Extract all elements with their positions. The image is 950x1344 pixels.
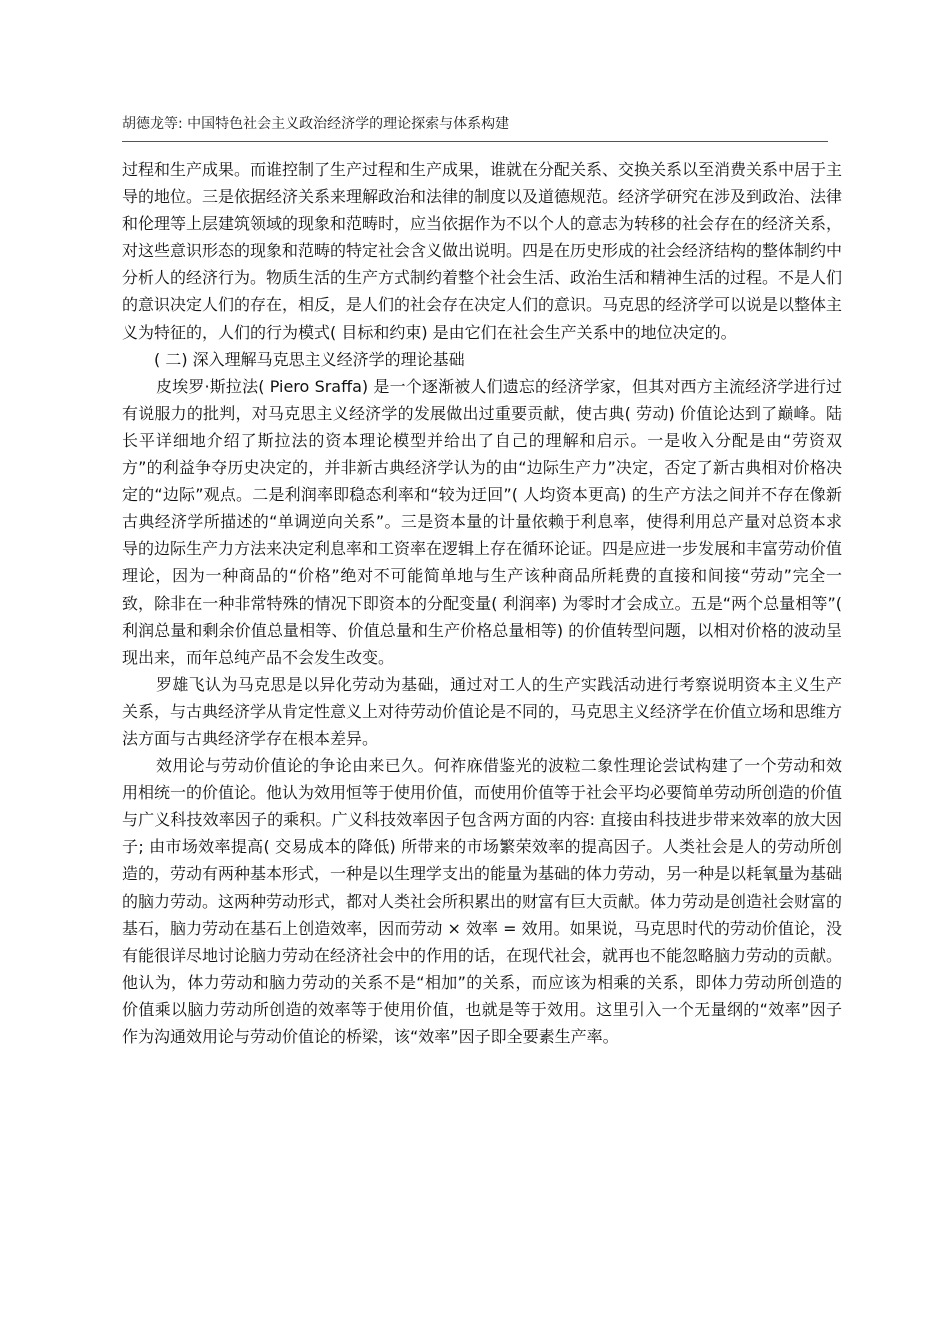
running-header: 胡德龙等: 中国特色社会主义政治经济学的理论探索与体系构建	[122, 116, 510, 132]
section-heading: ( 二) 深入理解马克思主义经济学的理论基础	[154, 349, 465, 369]
article-body	[122, 156, 842, 1050]
paragraph-continued: 过程和生产成果。而谁控制了生产过程和生产成果，谁就在分配关系、交换关系以至消费关系中居于主导的地位。三是依据经济关系来理解政治和法律的制度以及道德规范。经济学研究在涉及到政治、法律和伦理等上层建筑领域的现象和范畴时，应当依据作为不以个人的意志为转移的社会存在的经济关系，对这些意识形态的现象和范畴的特定社会含义做出说明。四是在历史形成的社会经济结构的整体制约中分析人的经济行为。物质生活的生产方式制约着整个社会生活、政治生活和精神生活的过程。不是人们的意识决定人们的存在，相反，是人们的社会存在决定人们的意识。马克思的经济学可以说是以整体主义为特征的，人们的行为模式( 目标和约束) 是由它们在社会生产关系中的地位决定的。	[122, 160, 843, 342]
paragraph-utility-labor: 效用论与劳动价值论的争论由来已久。何祚庥借鉴光的波粒二象性理论尝试构建了一个劳动和效用相统一的价值论。他认为效用恒等于使用价值，而使用价值等于社会平均必要简单劳动所创造的价值与广义科技效率因子的乘积。广义科技效率因子包含两方面的内容: 直接由科技进步带来效率的放大因子; 由市场效率提高( 交易成本的降低) 所带来的市场繁荣效率的提高因子。人类社会是人的劳动所创造的，劳动有两种基本形式，一种是以生理学支出的能量为基础的体力劳动，另一种是以耗氧量为基础的脑力劳动。这两种劳动形式，都对人类社会所积累出的财富有巨大贡献。体力劳动是创造社会财富的基石，脑力劳动在基石上创造效率，因而劳动 × 效率 = 效用。如果说，马克思时代的劳动价值论，没有能很详尽地讨论脑力劳动在经济社会中的作用的话，在现代社会，就再也不能忽略脑力劳动的贡献。他认为，体力劳动和脑力劳动的关系不是“相加”的关系，而应该为相乘的关系，即体力劳动所创造的价值乘以脑力劳动所创造的效率等于使用价值，也就是等于效用。这里引入一个无量纲的“效率”因子作为沟通效用论与劳动价值论的桥梁，该“效率”因子即全要素生产率。	[122, 756, 843, 1046]
header-divider	[122, 141, 828, 142]
paragraph-sraffa: 皮埃罗·斯拉法( Piero Sraffa) 是一个逐渐被人们遗忘的经济学家，但其对西方主流经济学进行过有说服力的批判，对马克思主义经济学的发展做出过重要贡献，使古典( 劳动) 价值论达到了巅峰。陆长平详细地介绍了斯拉法的资本理论模型并给出了自己的理解和启示。一是收入分配是由“劳资双方”的利益争夺历史决定的，并非新古典经济学认为的由“边际生产力”决定，否定了新古典相对价格决定的“边际”观点。二是利润率即稳态利率和“较为迂回”( 人均资本更高) 的生产方法之间并不存在像新古典经济学所描述的“单调逆向关系”。三是资本量的计量依赖于利息率，使得利用总产量对总资本求导的边际生产力方法来决定利息率和工资率在逻辑上存在循环论证。四是应进一步发展和丰富劳动价值理论，因为一种商品的“价格”绝对不可能简单地与生产该种商品所耗费的直接和间接“劳动”完全一致，除非在一种非常特殊的情况下即资本的分配变量( 利润率) 为零时才会成立。五是“两个总量相等”( 利润总量和剩余价值总量相等、价值总量和生产价格总量相等) 的价值转型问题，以相对价格的波动呈现出来，而年总纯产品不会发生改变。	[122, 376, 843, 667]
paragraph-luo-xiongfei: 罗雄飞认为马克思是以异化劳动为基础，通过对工人的生产实践活动进行考察说明资本主义生产关系，与古典经济学从肯定性意义上对待劳动价值论是不同的，马克思主义经济学在价值立场和思维方法方面与古典经济学存在根本差异。	[122, 674, 843, 748]
